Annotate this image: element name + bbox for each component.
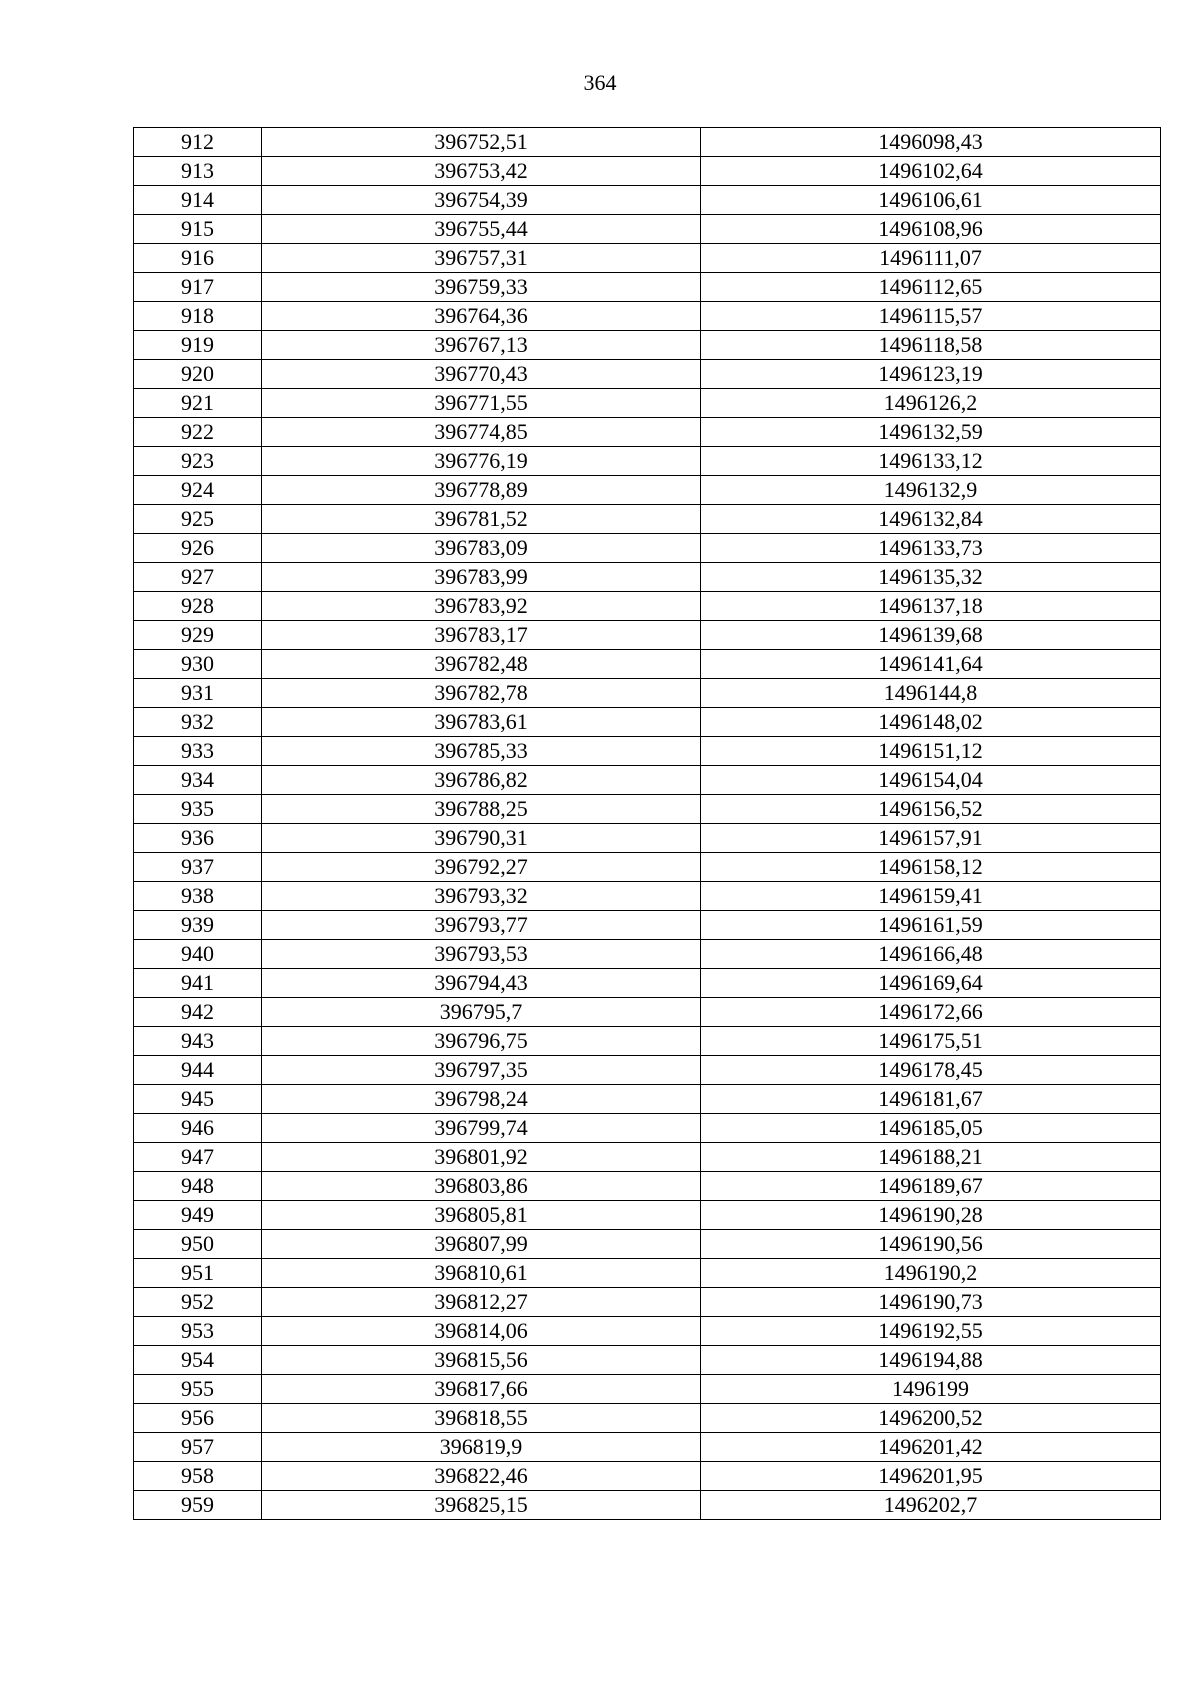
table-row: [134, 592, 1161, 621]
x-coordinate-cell: 396771,55: [262, 389, 701, 418]
x-coordinate-cell: 396819,9: [262, 1433, 701, 1462]
x-coordinate-cell: 396793,77: [262, 911, 701, 940]
y-coordinate-cell: 1496172,66: [701, 998, 1161, 1027]
table-row: [134, 1201, 1161, 1230]
table-row: [134, 1433, 1161, 1462]
y-coordinate-cell: 1496139,68: [701, 621, 1161, 650]
x-coordinate-cell: 396793,53: [262, 940, 701, 969]
y-coordinate-cell: 1496156,52: [701, 795, 1161, 824]
x-coordinate-cell: 396783,61: [262, 708, 701, 737]
x-coordinate-cell: 396783,09: [262, 534, 701, 563]
x-coordinate-cell: 396797,35: [262, 1056, 701, 1085]
x-coordinate-cell: 396825,15: [262, 1491, 701, 1520]
x-coordinate-cell: 396790,31: [262, 824, 701, 853]
x-coordinate-cell: 396807,99: [262, 1230, 701, 1259]
point-number-cell: 945: [134, 1085, 262, 1114]
point-number-cell: 916: [134, 244, 262, 273]
point-number-cell: 933: [134, 737, 262, 766]
x-coordinate-cell: 396794,43: [262, 969, 701, 998]
table-row: [134, 1172, 1161, 1201]
y-coordinate-cell: 1496159,41: [701, 882, 1161, 911]
y-coordinate-cell: 1496111,07: [701, 244, 1161, 273]
x-coordinate-cell: 396818,55: [262, 1404, 701, 1433]
x-coordinate-cell: 396770,43: [262, 360, 701, 389]
y-coordinate-cell: 1496190,2: [701, 1259, 1161, 1288]
x-coordinate-cell: 396817,66: [262, 1375, 701, 1404]
y-coordinate-cell: 1496200,52: [701, 1404, 1161, 1433]
table-row: [134, 882, 1161, 911]
y-coordinate-cell: 1496106,61: [701, 186, 1161, 215]
table-row: [134, 1143, 1161, 1172]
y-coordinate-cell: 1496132,84: [701, 505, 1161, 534]
y-coordinate-cell: 1496189,67: [701, 1172, 1161, 1201]
y-coordinate-cell: 1496144,8: [701, 679, 1161, 708]
point-number-cell: 939: [134, 911, 262, 940]
y-coordinate-cell: 1496132,9: [701, 476, 1161, 505]
y-coordinate-cell: 1496190,28: [701, 1201, 1161, 1230]
y-coordinate-cell: 1496161,59: [701, 911, 1161, 940]
table-row: [134, 1230, 1161, 1259]
table-row: [134, 824, 1161, 853]
x-coordinate-cell: 396753,42: [262, 157, 701, 186]
table-row: [134, 766, 1161, 795]
point-number-cell: 947: [134, 1143, 262, 1172]
x-coordinate-cell: 396757,31: [262, 244, 701, 273]
point-number-cell: 944: [134, 1056, 262, 1085]
table-row: [134, 389, 1161, 418]
table-row: [134, 1346, 1161, 1375]
x-coordinate-cell: 396812,27: [262, 1288, 701, 1317]
x-coordinate-cell: 396801,92: [262, 1143, 701, 1172]
point-number-cell: 948: [134, 1172, 262, 1201]
x-coordinate-cell: 396788,25: [262, 795, 701, 824]
x-coordinate-cell: 396814,06: [262, 1317, 701, 1346]
x-coordinate-cell: 396793,32: [262, 882, 701, 911]
point-number-cell: 913: [134, 157, 262, 186]
point-number-cell: 936: [134, 824, 262, 853]
point-number-cell: 959: [134, 1491, 262, 1520]
table-row: [134, 534, 1161, 563]
table-row: [134, 360, 1161, 389]
y-coordinate-cell: 1496157,91: [701, 824, 1161, 853]
y-coordinate-cell: 1496190,73: [701, 1288, 1161, 1317]
table-row: [134, 418, 1161, 447]
page-number: 364: [583, 70, 617, 95]
x-coordinate-cell: 396782,48: [262, 650, 701, 679]
x-coordinate-cell: 396815,56: [262, 1346, 701, 1375]
x-coordinate-cell: 396803,86: [262, 1172, 701, 1201]
x-coordinate-cell: 396810,61: [262, 1259, 701, 1288]
point-number-cell: 955: [134, 1375, 262, 1404]
table-row: [134, 650, 1161, 679]
y-coordinate-cell: 1496194,88: [701, 1346, 1161, 1375]
x-coordinate-cell: 396781,52: [262, 505, 701, 534]
point-number-cell: 929: [134, 621, 262, 650]
point-number-cell: 920: [134, 360, 262, 389]
y-coordinate-cell: 1496112,65: [701, 273, 1161, 302]
coordinates-table-body: [134, 128, 1161, 1520]
y-coordinate-cell: 1496154,04: [701, 766, 1161, 795]
table-row: [134, 447, 1161, 476]
y-coordinate-cell: 1496108,96: [701, 215, 1161, 244]
table-row: [134, 1317, 1161, 1346]
point-number-cell: 919: [134, 331, 262, 360]
table-row: [134, 853, 1161, 882]
x-coordinate-cell: 396799,74: [262, 1114, 701, 1143]
point-number-cell: 940: [134, 940, 262, 969]
x-coordinate-cell: 396822,46: [262, 1462, 701, 1491]
table-row: [134, 1491, 1161, 1520]
point-number-cell: 956: [134, 1404, 262, 1433]
point-number-cell: 954: [134, 1346, 262, 1375]
point-number-cell: 915: [134, 215, 262, 244]
table-row: [134, 505, 1161, 534]
point-number-cell: 924: [134, 476, 262, 505]
table-row: [134, 476, 1161, 505]
table-row: [134, 969, 1161, 998]
x-coordinate-cell: 396752,51: [262, 128, 701, 157]
x-coordinate-cell: 396754,39: [262, 186, 701, 215]
point-number-cell: 914: [134, 186, 262, 215]
point-number-cell: 918: [134, 302, 262, 331]
table-row: [134, 1375, 1161, 1404]
point-number-cell: 937: [134, 853, 262, 882]
point-number-cell: 923: [134, 447, 262, 476]
x-coordinate-cell: 396783,99: [262, 563, 701, 592]
point-number-cell: 921: [134, 389, 262, 418]
y-coordinate-cell: 1496181,67: [701, 1085, 1161, 1114]
point-number-cell: 931: [134, 679, 262, 708]
coordinates-table: [133, 127, 1161, 1520]
y-coordinate-cell: 1496178,45: [701, 1056, 1161, 1085]
table-row: [134, 940, 1161, 969]
y-coordinate-cell: 1496115,57: [701, 302, 1161, 331]
x-coordinate-cell: 396798,24: [262, 1085, 701, 1114]
x-coordinate-cell: 396786,82: [262, 766, 701, 795]
x-coordinate-cell: 396778,89: [262, 476, 701, 505]
table-row: [134, 244, 1161, 273]
y-coordinate-cell: 1496199: [701, 1375, 1161, 1404]
y-coordinate-cell: 1496118,58: [701, 331, 1161, 360]
table-row: [134, 128, 1161, 157]
x-coordinate-cell: 396796,75: [262, 1027, 701, 1056]
y-coordinate-cell: 1496141,64: [701, 650, 1161, 679]
x-coordinate-cell: 396783,92: [262, 592, 701, 621]
point-number-cell: 912: [134, 128, 262, 157]
point-number-cell: 934: [134, 766, 262, 795]
table-row: [134, 795, 1161, 824]
table-row: [134, 1085, 1161, 1114]
x-coordinate-cell: 396792,27: [262, 853, 701, 882]
point-number-cell: 927: [134, 563, 262, 592]
y-coordinate-cell: 1496133,73: [701, 534, 1161, 563]
x-coordinate-cell: 396785,33: [262, 737, 701, 766]
y-coordinate-cell: 1496201,42: [701, 1433, 1161, 1462]
table-row: [134, 1462, 1161, 1491]
x-coordinate-cell: 396755,44: [262, 215, 701, 244]
table-row: [134, 1056, 1161, 1085]
x-coordinate-cell: 396795,7: [262, 998, 701, 1027]
point-number-cell: 935: [134, 795, 262, 824]
y-coordinate-cell: 1496137,18: [701, 592, 1161, 621]
table-row: [134, 621, 1161, 650]
y-coordinate-cell: 1496098,43: [701, 128, 1161, 157]
y-coordinate-cell: 1496202,7: [701, 1491, 1161, 1520]
y-coordinate-cell: 1496123,19: [701, 360, 1161, 389]
y-coordinate-cell: 1496135,32: [701, 563, 1161, 592]
table-row: [134, 998, 1161, 1027]
point-number-cell: 953: [134, 1317, 262, 1346]
y-coordinate-cell: 1496192,55: [701, 1317, 1161, 1346]
y-coordinate-cell: 1496201,95: [701, 1462, 1161, 1491]
table-row: [134, 215, 1161, 244]
y-coordinate-cell: 1496148,02: [701, 708, 1161, 737]
y-coordinate-cell: 1496151,12: [701, 737, 1161, 766]
table-row: [134, 157, 1161, 186]
point-number-cell: 949: [134, 1201, 262, 1230]
point-number-cell: 951: [134, 1259, 262, 1288]
y-coordinate-cell: 1496175,51: [701, 1027, 1161, 1056]
x-coordinate-cell: 396805,81: [262, 1201, 701, 1230]
point-number-cell: 925: [134, 505, 262, 534]
table-row: [134, 1404, 1161, 1433]
point-number-cell: 958: [134, 1462, 262, 1491]
y-coordinate-cell: 1496133,12: [701, 447, 1161, 476]
table-row: [134, 331, 1161, 360]
y-coordinate-cell: 1496158,12: [701, 853, 1161, 882]
point-number-cell: 943: [134, 1027, 262, 1056]
y-coordinate-cell: 1496132,59: [701, 418, 1161, 447]
x-coordinate-cell: 396783,17: [262, 621, 701, 650]
y-coordinate-cell: 1496169,64: [701, 969, 1161, 998]
y-coordinate-cell: 1496188,21: [701, 1143, 1161, 1172]
table-row: [134, 563, 1161, 592]
point-number-cell: 946: [134, 1114, 262, 1143]
x-coordinate-cell: 396776,19: [262, 447, 701, 476]
point-number-cell: 932: [134, 708, 262, 737]
y-coordinate-cell: 1496166,48: [701, 940, 1161, 969]
y-coordinate-cell: 1496190,56: [701, 1230, 1161, 1259]
x-coordinate-cell: 396767,13: [262, 331, 701, 360]
y-coordinate-cell: 1496126,2: [701, 389, 1161, 418]
table-row: [134, 273, 1161, 302]
table-row: [134, 911, 1161, 940]
point-number-cell: 952: [134, 1288, 262, 1317]
table-row: [134, 302, 1161, 331]
x-coordinate-cell: 396782,78: [262, 679, 701, 708]
point-number-cell: 928: [134, 592, 262, 621]
point-number-cell: 917: [134, 273, 262, 302]
point-number-cell: 938: [134, 882, 262, 911]
point-number-cell: 941: [134, 969, 262, 998]
table-row: [134, 1288, 1161, 1317]
x-coordinate-cell: 396774,85: [262, 418, 701, 447]
point-number-cell: 950: [134, 1230, 262, 1259]
table-row: [134, 1259, 1161, 1288]
table-row: [134, 679, 1161, 708]
point-number-cell: 926: [134, 534, 262, 563]
point-number-cell: 922: [134, 418, 262, 447]
x-coordinate-cell: 396759,33: [262, 273, 701, 302]
table-row: [134, 1027, 1161, 1056]
table-row: [134, 737, 1161, 766]
table-row: [134, 1114, 1161, 1143]
table-row: [134, 186, 1161, 215]
table-row: [134, 708, 1161, 737]
point-number-cell: 942: [134, 998, 262, 1027]
point-number-cell: 930: [134, 650, 262, 679]
x-coordinate-cell: 396764,36: [262, 302, 701, 331]
point-number-cell: 957: [134, 1433, 262, 1462]
y-coordinate-cell: 1496102,64: [701, 157, 1161, 186]
y-coordinate-cell: 1496185,05: [701, 1114, 1161, 1143]
